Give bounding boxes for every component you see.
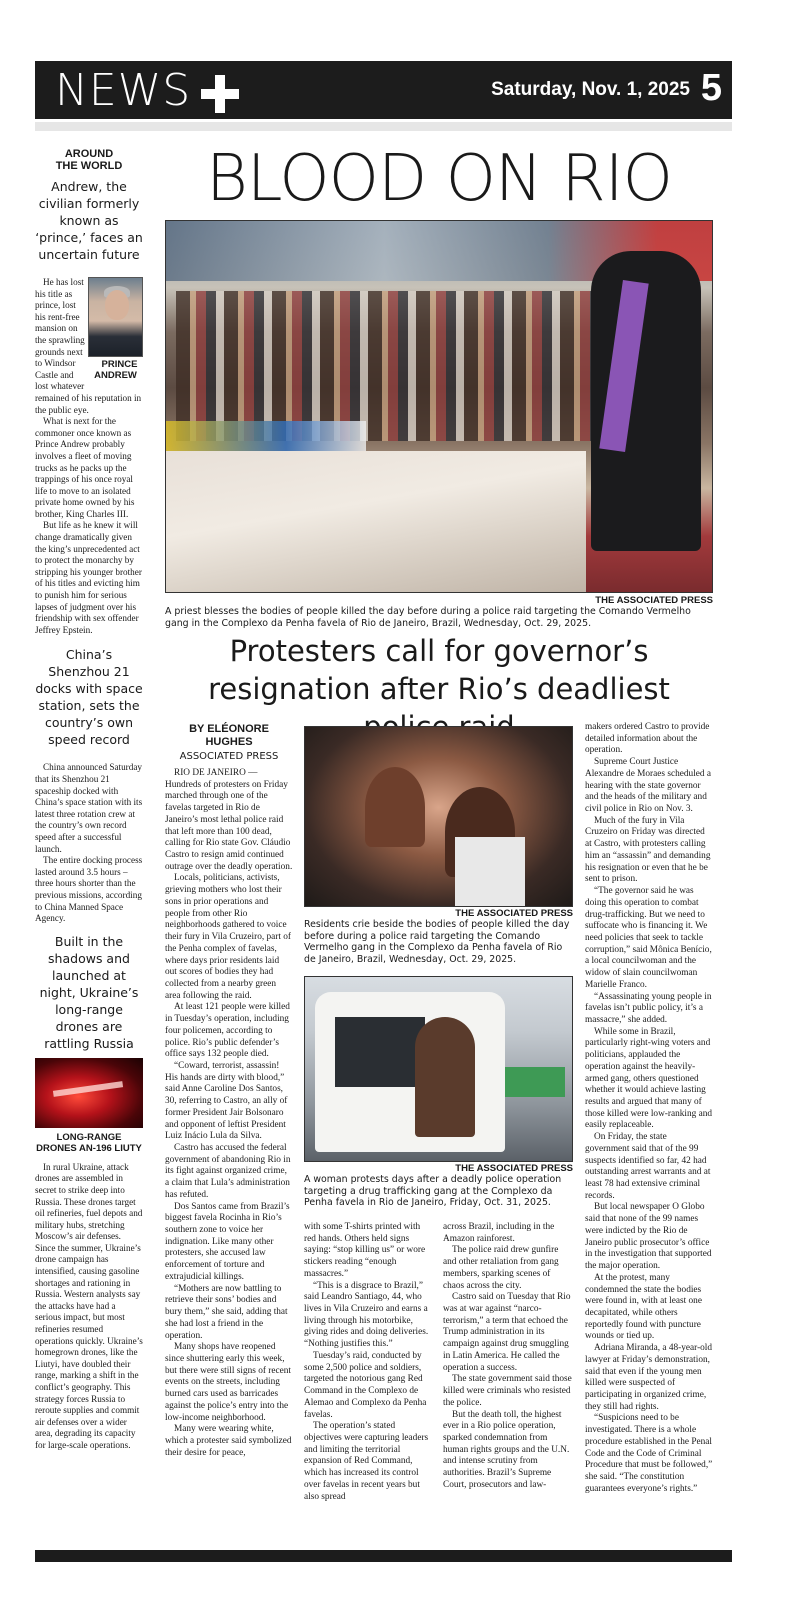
story-column-1 xyxy=(165,768,293,1459)
story-paragraph: Castro said on Tuesday that Rio was at war against “narco-terrorism,” a term that echoed the Trump administration in its campaign against drug smuggling in Latin America. He called the operation a success. xyxy=(443,1292,571,1373)
sidebar-headline-ukraine: Built in the shadows and launched at night, Ukraine’s long-range drones are rattling Russia xyxy=(39,933,139,1051)
story-paragraph: Dos Santos came from Brazil’s biggest favela Rocinha in Rio’s southern zone to voice her indignation. Like many other protesters, she accused law enforcement of torture and extrajudicial killings. xyxy=(165,1201,290,1282)
mourners-photo-credit: THE ASSOCIATED PRESS xyxy=(455,908,573,919)
story-paragraph: “This is a disgrace to Brazil,” said Leandro Santiago, 44, who lives in Vila Cruzeiro and earns a living through his motorbike, giving rides and doing deliveries. “Nothing justifies this.” xyxy=(304,1280,429,1350)
story-paragraph: Much of the fury in Vila Cruzeiro on Friday was directed at Castro, with protesters calling him an “assassin” and demanding his resignation or even that he be sent to prison. xyxy=(585,815,711,885)
footer-bar xyxy=(35,1550,732,1562)
issue-date: Saturday, Nov. 1, 2025 xyxy=(491,79,690,100)
andrew-paragraph: But life as he knew it will change dramatically given the king’s unprecedented act to protect the monarchy by stripping his younger brother of his titles and evicting him to punish him for serious lapses of judgment over his friendship with sex offender Jeffrey Epstein. xyxy=(35,520,142,635)
header-divider xyxy=(35,122,732,131)
story-paragraph: makers ordered Castro to provide detailed information about the operation. xyxy=(585,722,710,756)
story-paragraph: Many shops have reopened since shuttering early this week, but there were still signs of recent events on the streets, including burned cars used as barricades against the police’s entry into the low-income neighborhood. xyxy=(165,1342,291,1423)
protester-photo-caption: A woman protests days after a deadly police operation targeting a drug trafficking gang at the Complexo da Penha favela in Rio de Janeiro, Friday, Oct. 31, 2025. xyxy=(304,1174,562,1208)
story-paragraph: At least 121 people were killed in Tuesday’s operation, including four policemen, according to police. Rio’s public defender’s office says 132 people died. xyxy=(165,1002,290,1060)
story-column-3 xyxy=(443,1222,573,1492)
story-paragraph: “Suspicions need to be investigated. There is a whole procedure established in the Penal Code and the Code of Criminal Procedure that must be followed,” she said. “The constitution guarantees everyone’s rights.” xyxy=(585,1413,713,1494)
story-column-4 xyxy=(585,722,713,1495)
story-paragraph: Many were wearing white, which a protester said symbolized their desire for peace, xyxy=(165,1424,292,1458)
story-paragraph: “The governor said he was doing this operation to combat drug-trafficking. But we need to suffocate who is financing it. We need policies that seek to tackle corruption,” said Mônica Benício, a local councilwoman and the widow of slain councilwoman Marielle Franco. xyxy=(585,886,712,990)
drone-caption: LONG-RANGE DRONES AN-196 LIUTY xyxy=(36,1131,142,1154)
story-paragraph: While some in Brazil, particularly right-wing voters and politicians, applauded the operation against the heavily-armed gang, others questioned whether it would achieve lasting results and argued that many of those killed were low-ranking and easily replaceable. xyxy=(585,1026,713,1131)
story-paragraph: Locals, politicians, activists, grieving mothers who lost their sons in prior operations and people from other Rio neighborhoods gathered to voice their fury in Vila Cruzeiro, part of the Penha complex of favelas, where days prior residents laid out scores of bodies they had collected from a nearby green area following the raid. xyxy=(165,873,292,1001)
section-title: NEWS xyxy=(55,65,192,116)
story-paragraph: But the death toll, the highest ever in a Rio police operation, sparked condemnation from human rights groups and the U.N. and intense scrutiny from authorities. Brazil’s Supreme Court, prosecutors and law- xyxy=(443,1409,570,1490)
shenzhou-paragraph: China announced Saturday that its Shenzhou 21 spaceship docked with China’s space station with its latest three rotation crew at the country’s own record speed after a successful launch. xyxy=(35,762,143,854)
sidebar-headline-shenzhou: China’s Shenzhou 21 docks with space station, sets the country’s own speed record xyxy=(35,647,143,748)
sidebar-story-shenzhou xyxy=(35,762,143,924)
story-paragraph: “Mothers are now battling to retrieve their sons’ bodies and bury them,” she said, adding that she had lost a friend in the operation. xyxy=(165,1283,288,1341)
sidebar-kicker: AROUND THE WORLD xyxy=(55,148,123,172)
story-paragraph: Castro has accused the federal government of abandoning Rio in its fight against organized crime, a claim that Lula’s administration has refuted. xyxy=(165,1143,291,1200)
story-paragraph: The operation’s stated objectives were capturing leaders and limiting the territorial expansion of Red Command, which has increased its control over favelas in recent years but also spread xyxy=(304,1421,429,1502)
around-the-world-sidebar xyxy=(35,148,143,1452)
story-paragraph: “Assassinating young people in favelas isn’t public policy, it’s a massacre,” she added. xyxy=(585,991,712,1025)
protester-photo xyxy=(304,976,573,1162)
lead-photo xyxy=(165,220,713,593)
mourners-photo-caption: Residents crie beside the bodies of people killed the day before during a police raid targeting the Comando Vermelho gang in the Complexo da Penha favela of Rio de Janeiro, Brazil, Wednesday, Oct. 29, 2025. xyxy=(304,919,570,965)
lead-photo-credit: THE ASSOCIATED PRESS xyxy=(595,595,713,606)
ukraine-paragraph: In rural Ukraine, attack drones are assembled in secret to strike deep into Russia. These drones target oil refineries, fuel depots and military hubs, stretching Moscow’s air defenses. Since the summer, Ukraine’s drone campaign has intensified, causing gasoline shortages and rationing in Russia. Western analysts say the attacks have had a serious impact, but most refineries resumed operations quickly. Ukraine’s homegrown drones, like the Liutyi, have doubled their range, marking a shift in the conflict’s geography. This strategy forces Russia to reroute supplies and commit air defenses over a wider area, degrading its capacity for large-scale operations. xyxy=(35,1161,143,1450)
story-paragraph: Supreme Court Justice Alexandre de Moraes scheduled a hearing with the state governor and the heads of the military and civil police in Rio on Nov. 3. xyxy=(585,757,711,815)
lead-photo-caption: A priest blesses the bodies of people killed the day before during a police raid targeting the Comando Vermelho gang in the Complexo da Penha favela of Rio de Janeiro, Brazil, Wednesday, Oct. 29, 2025. xyxy=(165,606,691,629)
sidebar-story-ukraine xyxy=(35,1162,143,1452)
page-number: 5 xyxy=(700,67,722,109)
main-headline: BLOOD ON RIO xyxy=(206,142,672,216)
masthead xyxy=(35,61,732,119)
story-paragraph: “Coward, terrorist, assassin! His hands are dirty with blood,” said Anne Caroline Dos Santos, 30, referring to Castro, an ally of former President Jair Bolsonaro and opponent of leftist President Luiz Inácio Lula da Silva. xyxy=(165,1060,288,1142)
byline xyxy=(165,723,293,763)
story-paragraph: across Brazil, including in the Amazon rainforest. xyxy=(443,1222,555,1244)
andrew-paragraph: He has lost his title as prince, lost his rent-free mansion on the sprawling grounds next to Windsor Castle and lost whatever remained of his reputation in the public eye. xyxy=(35,277,142,415)
sidebar-story-andrew xyxy=(35,277,143,636)
story-paragraph: RIO DE JANEIRO — Hundreds of protesters on Friday marched through one of the favelas targeted in Rio de Janeiro’s most lethal police raid that left more than 100 dead, calling for Rio state Gov. Cláudio Castro to resign amid continued outrage over the deadly operation. xyxy=(165,768,293,872)
prince-andrew-caption: PRINCE ANDREW xyxy=(94,359,138,381)
story-subheadline: Protesters call for governor’s resignation after Rio’s deadliest xyxy=(208,634,670,706)
sidebar-headline-andrew: Andrew, the civilian formerly known as ‘prince,’ faces an uncertain future xyxy=(35,179,143,262)
prince-andrew-figure xyxy=(88,277,143,381)
byline-author: BY ELÉONORE HUGHES xyxy=(189,723,269,748)
story-paragraph: Adriana Miranda, a 48-year-old lawyer at Friday’s demonstration, said that even if the young men killed were suspected of participating in organized crime, they still had rights. xyxy=(585,1343,713,1412)
prince-andrew-photo xyxy=(88,277,143,357)
plus-icon xyxy=(201,75,239,113)
drone-photo xyxy=(35,1058,143,1128)
story-paragraph: At the protest, many condemned the state the bodies were found in, with at least one decapitated, while others reportedly found with puncture wounds or tied up. xyxy=(585,1272,702,1342)
story-paragraph: Tuesday’s raid, conducted by some 2,500 police and soldiers, targeted the notorious gang Red Command in the Complexo de Alemao and Complexo da Penha favelas. xyxy=(304,1350,427,1420)
story-paragraph: The police raid drew gunfire and other retaliation from gang members, sparking scenes of chaos across the city. xyxy=(443,1245,559,1291)
story-paragraph: with some T-shirts printed with red hands. Others held signs saying: “stop killing us” or wore stickers reading “enough massacres.” xyxy=(304,1222,426,1279)
story-paragraph: But local newspaper O Globo said that none of the 99 names were indicted by the Rio de Janeiro public prosecutor’s office in the investigation that supported the major operation. xyxy=(585,1202,712,1272)
shenzhou-paragraph: The entire docking process lasted around 3.5 hours – three hours shorter than the previous missions, according to China Manned Space Agency. xyxy=(35,855,143,924)
story-paragraph: On Friday, the state government said that of the 99 suspects identified so far, 42 had outstanding arrest warrants and at least 78 had extensive criminal records. xyxy=(585,1132,711,1201)
story-paragraph: The state government said those killed were criminals who resisted the police. xyxy=(443,1374,572,1408)
mourners-photo xyxy=(304,726,573,907)
story-column-2 xyxy=(304,1222,432,1503)
byline-agency: ASSOCIATED PRESS xyxy=(179,751,279,762)
protester-photo-credit: THE ASSOCIATED PRESS xyxy=(455,1163,573,1174)
andrew-paragraph: What is next for the commoner once known as Prince Andrew probably involves a fleet of moving trucks as he packs up the trappings of his once royal life to move to an isolated private home owned by his brother, King Charles III. xyxy=(35,416,135,519)
